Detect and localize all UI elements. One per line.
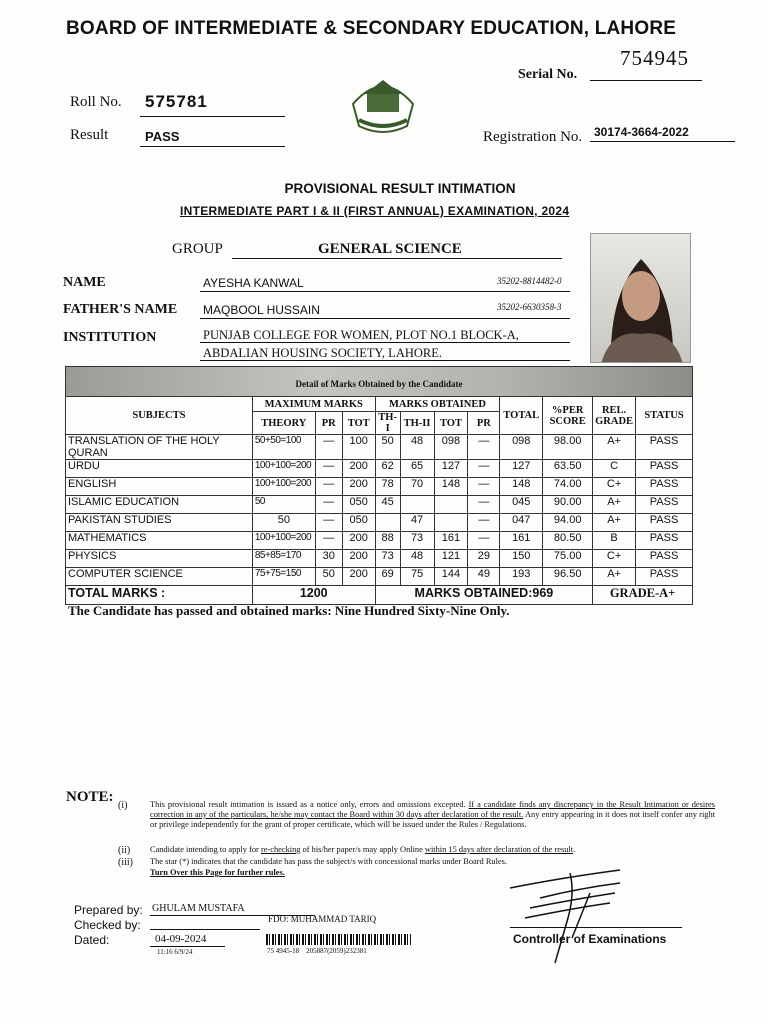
cell-obt-tot: 127 — [434, 460, 468, 478]
dated-value: 04-09-2024 — [155, 933, 207, 945]
registration-number: 30174-3664-2022 — [594, 125, 689, 139]
table-row — [66, 568, 693, 586]
divider — [200, 360, 570, 361]
note-num: (ii) — [118, 845, 131, 856]
cell-th2: 47 — [400, 514, 434, 532]
cell-pr-max: — — [315, 532, 342, 550]
divider — [590, 141, 735, 142]
checked-label: Checked by: — [74, 918, 141, 932]
cell-subject: ISLAMIC EDUCATION — [66, 496, 253, 514]
col-max: MAXIMUM MARKS — [252, 397, 375, 412]
cell-obt-tot — [434, 496, 468, 514]
table-row — [66, 478, 693, 496]
cell-obt-pr: — — [468, 460, 500, 478]
result-value: PASS — [145, 129, 180, 144]
col-pr: PR — [315, 412, 342, 435]
cell-pr-max: — — [315, 478, 342, 496]
cell-obt-pr: — — [468, 514, 500, 532]
table-row — [66, 460, 693, 478]
cell-obt-tot: 098 — [434, 435, 468, 460]
roll-label: Roll No. — [70, 94, 122, 110]
col-obtained: MARKS OBTAINED — [375, 397, 500, 412]
cell-grade: A+ — [593, 514, 636, 532]
cell-tot-max: 200 — [342, 478, 375, 496]
note-text: of his/her paper/s may apply Online — [300, 845, 425, 854]
divider — [140, 146, 285, 147]
cell-per-score: 63.50 — [543, 460, 593, 478]
cell-obt-pr: 49 — [468, 568, 500, 586]
cell-th1: 88 — [375, 532, 400, 550]
cell-obt-tot — [434, 514, 468, 532]
total-marks-label: TOTAL MARKS : — [66, 586, 253, 605]
group-value: GENERAL SCIENCE — [318, 241, 462, 257]
prepared-label: Prepared by: — [74, 903, 143, 917]
time-stamp: 11:16 6/9/24 — [157, 948, 193, 956]
cell-th2: 65 — [400, 460, 434, 478]
note-num: (iii) — [118, 857, 133, 868]
marks-table — [65, 396, 693, 605]
col-theory: THEORY — [252, 412, 315, 435]
cell-grade: C+ — [593, 550, 636, 568]
cell-pr-max: — — [315, 460, 342, 478]
cell-status: PASS — [636, 532, 693, 550]
cell-th1: 69 — [375, 568, 400, 586]
cell-obt-pr: 29 — [468, 550, 500, 568]
cell-pr-max: — — [315, 435, 342, 460]
cell-per-score: 80.50 — [543, 532, 593, 550]
cell-obt-pr: — — [468, 496, 500, 514]
father-label: FATHER'S NAME — [63, 302, 178, 317]
cell-status: PASS — [636, 460, 693, 478]
note-label: NOTE: — [66, 789, 114, 805]
overall-grade: GRADE-A+ — [593, 586, 693, 605]
serial-label: Serial No. — [518, 67, 578, 82]
father-value: MAQBOOL HUSSAIN — [203, 303, 320, 317]
divider — [150, 946, 225, 947]
cell-total: 047 — [500, 514, 543, 532]
cell-subject: PAKISTAN STUDIES — [66, 514, 253, 532]
col-per: %PER SCORE — [543, 397, 593, 435]
institution-line-2: ABDALIAN HOUSING SOCIETY, LAHORE. — [203, 346, 443, 360]
cell-theory-max: 50 — [252, 496, 315, 514]
document-title: PROVISIONAL RESULT INTIMATION — [284, 181, 516, 196]
divider — [200, 342, 570, 343]
cell-th2 — [400, 496, 434, 514]
institution-line-1: PUNJAB COLLEGE FOR WOMEN, PLOT NO.1 BLOCK-A, — [203, 328, 519, 342]
cell-total: 150 — [500, 550, 543, 568]
father-cnic: 35202-6630358-3 — [497, 302, 562, 312]
col-total: TOTAL — [500, 397, 543, 435]
divider — [150, 929, 260, 930]
cell-subject: PHYSICS — [66, 550, 253, 568]
cell-theory-max: 50+50=100 — [252, 435, 315, 460]
cell-status: PASS — [636, 496, 693, 514]
cell-grade: C — [593, 460, 636, 478]
cell-pr-max: 30 — [315, 550, 342, 568]
cell-theory-max: 50 — [252, 514, 315, 532]
exam-title: INTERMEDIATE PART I & II (FIRST ANNUAL) EXAMINATION, 2024 — [180, 204, 570, 218]
cell-per-score: 98.00 — [543, 435, 593, 460]
cell-th1: 78 — [375, 478, 400, 496]
turn-over-text: Turn Over this Page for further rules. — [150, 868, 285, 877]
cell-status: PASS — [636, 514, 693, 532]
col-obt-tot: TOT — [434, 412, 468, 435]
board-title: BOARD OF INTERMEDIATE & SECONDARY EDUCATION, LAHORE — [66, 18, 677, 39]
cell-total: 098 — [500, 435, 543, 460]
cell-obt-pr: — — [468, 478, 500, 496]
result-label: Result — [70, 127, 109, 143]
note-text: Candidate intending to apply for — [150, 845, 261, 854]
note-text: Any entry appearing in it does not itself confer any right or privilege independently for the grant of proper certificate, which will be issued under the Rules / Regulations. — [150, 810, 715, 829]
cell-obt-pr: — — [468, 435, 500, 460]
cell-pr-max: — — [315, 514, 342, 532]
cell-th2: 48 — [400, 435, 434, 460]
cell-obt-tot: 161 — [434, 532, 468, 550]
board-logo-icon — [345, 64, 421, 140]
note-text: . — [573, 845, 576, 854]
table-row — [66, 514, 693, 532]
group-label: GROUP — [172, 241, 223, 257]
cell-obt-tot: 121 — [434, 550, 468, 568]
cell-theory-max: 75+75=150 — [252, 568, 315, 586]
candidate-photo — [590, 233, 691, 363]
divider — [232, 258, 562, 259]
divider — [140, 116, 285, 117]
marks-obtained-total: MARKS OBTAINED:969 — [375, 586, 592, 605]
cell-status: PASS — [636, 550, 693, 568]
table-row — [66, 496, 693, 514]
controller-title: Controller of Examinations — [513, 932, 667, 946]
cell-obt-tot: 144 — [434, 568, 468, 586]
divider — [200, 318, 570, 319]
cell-tot-max: 050 — [342, 514, 375, 532]
table-row — [66, 532, 693, 550]
cell-total: 148 — [500, 478, 543, 496]
cell-total: 045 — [500, 496, 543, 514]
note-1 — [150, 800, 715, 830]
barcode-text: 75 4945-18 205887(2059)232381 — [267, 947, 367, 955]
name-cnic: 35202-8814482-0 — [497, 276, 562, 286]
cell-per-score: 75.00 — [543, 550, 593, 568]
cell-subject: TRANSLATION OF THE HOLY QURAN — [66, 435, 253, 460]
cell-th1: 50 — [375, 435, 400, 460]
total-max-marks: 1200 — [252, 586, 375, 605]
divider — [200, 291, 570, 292]
cell-per-score: 96.50 — [543, 568, 593, 586]
cell-obt-tot: 148 — [434, 478, 468, 496]
cell-grade: B — [593, 532, 636, 550]
registration-label: Registration No. — [483, 129, 583, 145]
note-2 — [150, 845, 715, 855]
note-text: This provisional result intimation is issued as a notice only, errors and omissions excepted. — [150, 800, 469, 809]
col-th1: TH-I — [375, 412, 400, 435]
cell-tot-max: 200 — [342, 568, 375, 586]
barcode-icon — [266, 934, 411, 945]
note-text-underlined: If a candidate finds any discrepancy in the Result Intimation or desires correction in any of the particulars, he/she may contact the Board within 30 days after declaration of the result. — [150, 800, 715, 819]
col-subjects: SUBJECTS — [66, 397, 253, 435]
cell-th1: 45 — [375, 496, 400, 514]
col-status: STATUS — [636, 397, 693, 435]
signature-icon — [500, 858, 660, 968]
cell-theory-max: 100+100=200 — [252, 460, 315, 478]
name-value: AYESHA KANWAL — [203, 276, 304, 290]
cell-status: PASS — [636, 568, 693, 586]
note-3: The star (*) indicates that the candidate has pass the subject/s with concessional marks under Board Rules. — [150, 857, 508, 866]
serial-number: 754945 — [620, 46, 689, 70]
cell-total: 127 — [500, 460, 543, 478]
cell-status: PASS — [636, 435, 693, 460]
roll-number: 575781 — [145, 92, 208, 111]
pass-statement: The Candidate has passed and obtained marks: Nine Hundred Sixty-Nine Only. — [68, 603, 510, 618]
cell-obt-pr: — — [468, 532, 500, 550]
cell-th2: 70 — [400, 478, 434, 496]
note-text-underlined: within 15 days after declaration of the result — [424, 845, 574, 854]
cell-per-score: 90.00 — [543, 496, 593, 514]
cell-th1: 62 — [375, 460, 400, 478]
cell-th2: 75 — [400, 568, 434, 586]
cell-per-score: 74.00 — [543, 478, 593, 496]
cell-per-score: 94.00 — [543, 514, 593, 532]
institution-label: INSTITUTION — [63, 330, 157, 345]
col-th2: TH-II — [400, 412, 434, 435]
cell-subject: URDU — [66, 460, 253, 478]
cell-subject: ENGLISH — [66, 478, 253, 496]
cell-theory-max: 85+85=170 — [252, 550, 315, 568]
dated-label: Dated: — [74, 933, 110, 947]
cell-status: PASS — [636, 478, 693, 496]
cell-tot-max: 050 — [342, 496, 375, 514]
cell-grade: A+ — [593, 435, 636, 460]
divider — [510, 927, 682, 928]
fdo-name: FDO: MUHAMMAD TARIQ — [268, 914, 377, 924]
cell-subject: MATHEMATICS — [66, 532, 253, 550]
name-label: NAME — [63, 275, 106, 290]
cell-tot-max: 200 — [342, 532, 375, 550]
cell-total: 161 — [500, 532, 543, 550]
col-grade: REL. GRADE — [593, 397, 636, 435]
note-num: (i) — [118, 800, 128, 811]
cell-tot-max: 200 — [342, 550, 375, 568]
cell-theory-max: 100+100=200 — [252, 478, 315, 496]
table-row — [66, 435, 693, 460]
cell-theory-max: 100+100=200 — [252, 532, 315, 550]
cell-grade: A+ — [593, 568, 636, 586]
cell-pr-max: 50 — [315, 568, 342, 586]
cell-th1 — [375, 514, 400, 532]
note-text-underlined: re-checking — [260, 845, 301, 854]
cell-tot-max: 200 — [342, 460, 375, 478]
divider — [590, 80, 702, 81]
col-tot: TOT — [342, 412, 375, 435]
cell-grade: C+ — [593, 478, 636, 496]
marks-caption: Detail of Marks Obtained by the Candidate — [65, 366, 693, 396]
prepared-value: GHULAM MUSTAFA — [152, 903, 245, 914]
cell-subject: COMPUTER SCIENCE — [66, 568, 253, 586]
cell-th2: 73 — [400, 532, 434, 550]
marks-section — [65, 366, 693, 605]
cell-tot-max: 100 — [342, 435, 375, 460]
col-obt-pr: PR — [468, 412, 500, 435]
table-row — [66, 550, 693, 568]
cell-pr-max: — — [315, 496, 342, 514]
cell-total: 193 — [500, 568, 543, 586]
cell-th2: 48 — [400, 550, 434, 568]
cell-th1: 73 — [375, 550, 400, 568]
cell-grade: A+ — [593, 496, 636, 514]
